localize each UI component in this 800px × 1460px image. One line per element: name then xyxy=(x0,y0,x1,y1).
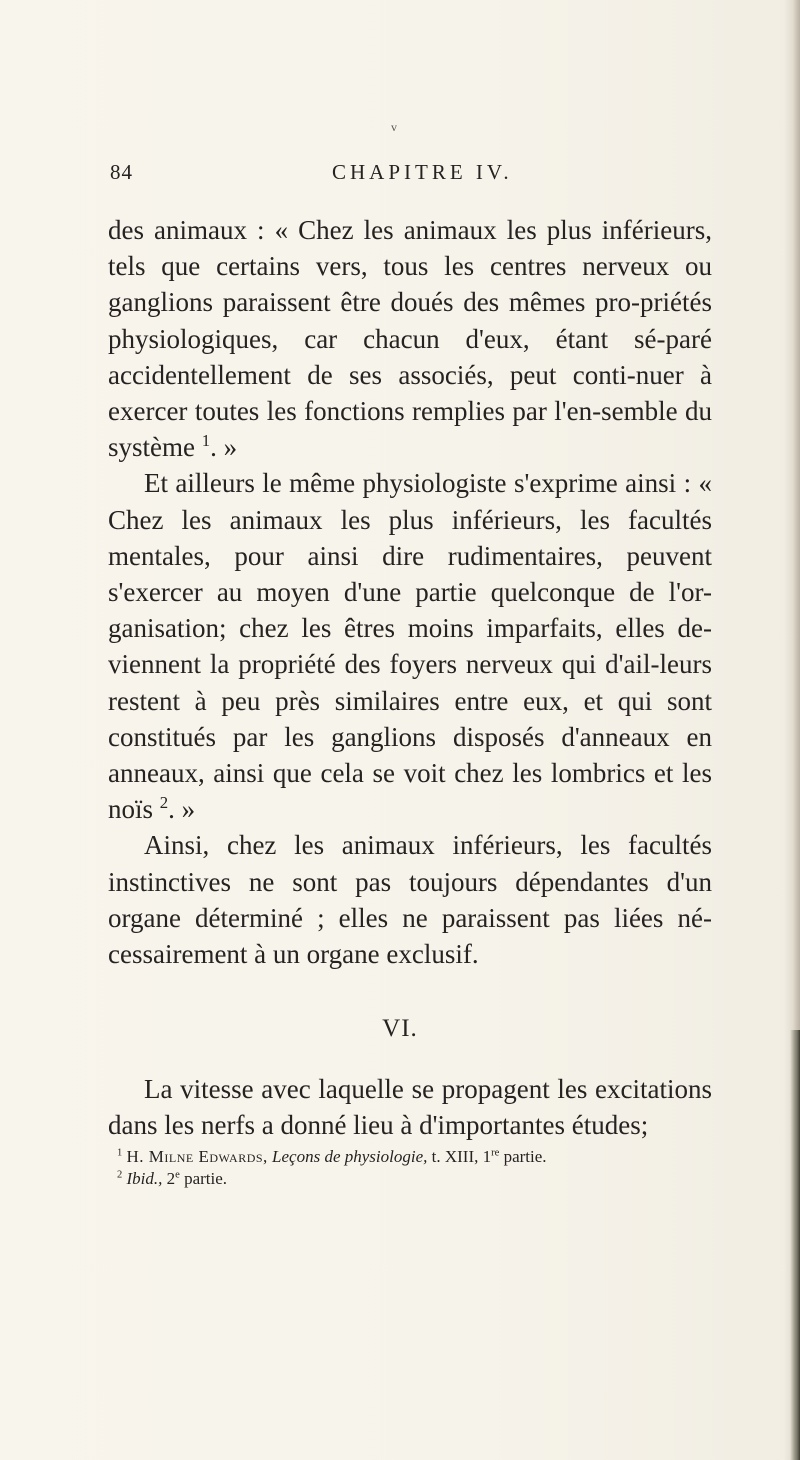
footnote-1 xyxy=(108,1146,712,1168)
footnote-1-author: H. Milne Edwards, xyxy=(126,1147,268,1166)
footnote-2-volume: 2 xyxy=(166,1169,176,1188)
chapter-title: CHAPITRE IV. xyxy=(332,160,513,184)
paragraph-2 xyxy=(108,465,712,827)
paragraph-1-text: des animaux : « Chez les animaux les plus inférieurs, tels que certains vers, tous les centres nerveux ou ganglions paraissent être doués des mêmes pro-priétés physiologiques, car chacun d'eux, étant sé-paré accidentellement de ses associés, peut conti-nuer à exercer toutes les fonctions remplies par l'en-semble du système xyxy=(108,215,712,463)
footnote-ref-2[interactable]: 2 xyxy=(159,793,169,813)
footnotes xyxy=(108,1146,712,1190)
footnote-ref-1[interactable]: 1 xyxy=(201,431,211,451)
footnote-marker-2: 2 xyxy=(117,1169,123,1181)
page-edge-dark xyxy=(790,1030,800,1460)
running-head xyxy=(0,160,800,194)
footnote-marker-1: 1 xyxy=(117,1147,123,1159)
footnote-2-title: Ibid., xyxy=(126,1169,163,1188)
footnote-1-title: Leçons de physiologie, xyxy=(272,1147,428,1166)
footnote-1-sup: re xyxy=(491,1147,500,1159)
paragraph-3: Ainsi, chez les animaux inférieurs, les facultés instinctives ne sont pas toujours dépendantes d'un organe déterminé ; elles ne paraissent pas liées né-cessairement à un organe exclusif. xyxy=(108,830,712,970)
section-heading: VI. xyxy=(382,1015,418,1042)
paragraph-1-end: . » xyxy=(210,432,238,463)
body-text xyxy=(108,212,712,972)
paragraph-2-text: Et ailleurs le même physiologiste s'exprime ainsi : « Chez les animaux les plus inférieurs, les facultés mentales, pour ainsi dire rudimentaires, peuvent s'exercer au moyen d'une partie quelconque de l'or-ganisation; chez les êtres moins imparfaits, elles de-viennent la propriété des foyers nerveux qui d'ail-leurs restent à peu près similaires entre eux, et qui sont constitués par les ganglions disposés d'anneaux en anneaux, ainsi que cela se voit chez les lombrics et les noïs xyxy=(108,468,712,825)
section-text xyxy=(108,1071,712,1143)
footnote-2-part: partie. xyxy=(179,1169,228,1188)
footnote-1-volume: t. XIII, 1 xyxy=(431,1147,492,1166)
page-number: 84 xyxy=(110,160,133,184)
footnote-1-part: partie. xyxy=(499,1147,547,1166)
printer-mark: v xyxy=(391,120,397,134)
footnote-2 xyxy=(108,1168,712,1190)
footnote-2-sup: e xyxy=(175,1169,180,1181)
paragraph-2-end: . » xyxy=(168,794,196,825)
section-paragraph: La vitesse avec laquelle se propagent les excitations dans les nerfs a donné lieu à d'importantes études; xyxy=(108,1074,712,1141)
paragraph-1 xyxy=(108,212,712,465)
